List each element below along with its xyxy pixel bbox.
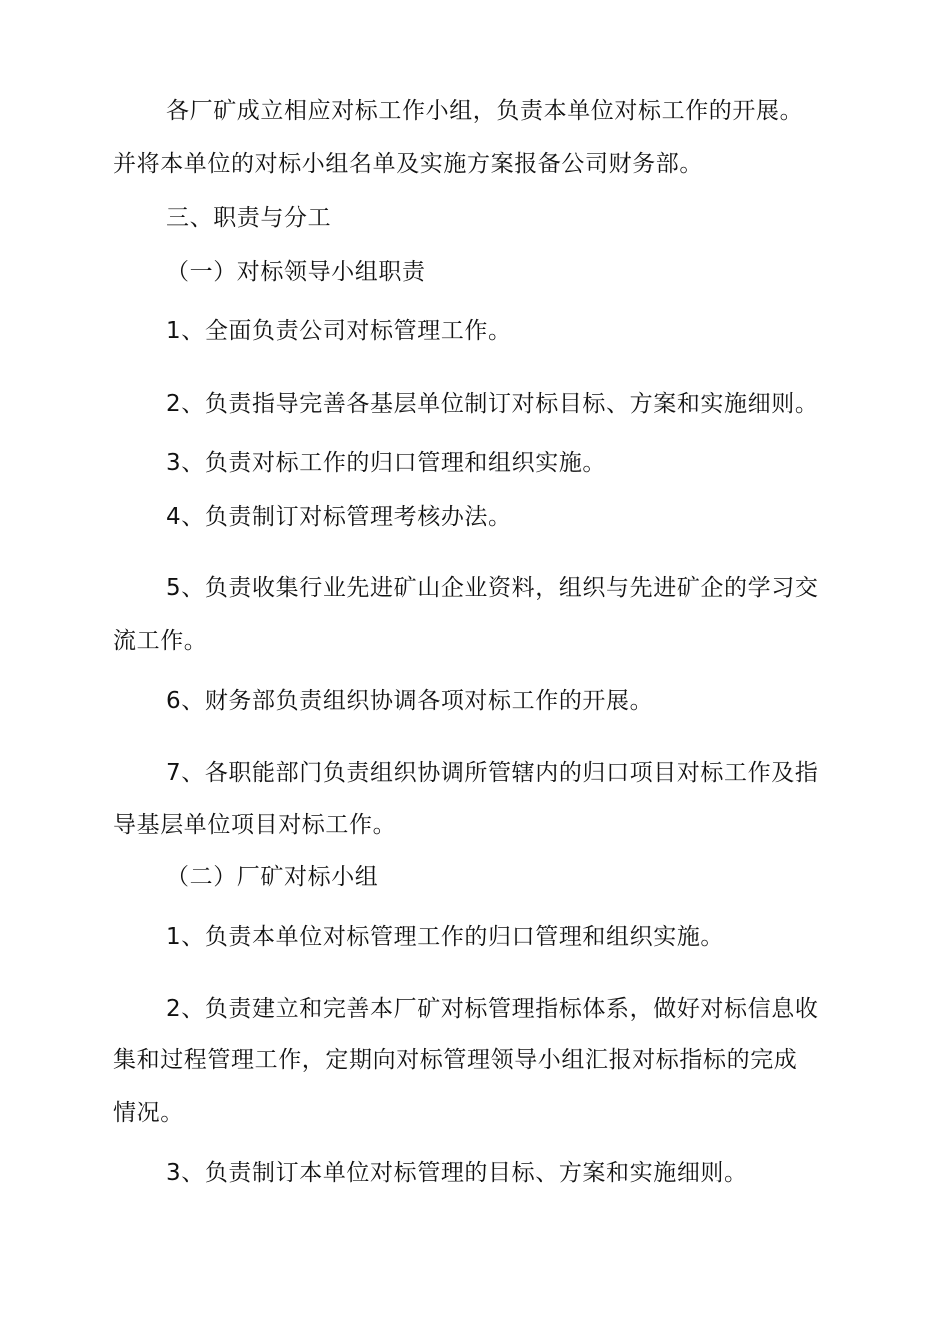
paragraph-line: 并将本单位的对标小组名单及实施方案报备公司财务部。 (113, 151, 703, 177)
list-item: 1、全面负责公司对标管理工作。 (166, 318, 512, 344)
list-item-continuation: 导基层单位项目对标工作。 (113, 812, 397, 838)
list-item: 1、负责本单位对标管理工作的归口管理和组织实施。 (166, 924, 725, 950)
list-item: 2、负责指导完善各基层单位制订对标目标、方案和实施细则。 (166, 391, 819, 417)
list-item: 6、财务部负责组织协调各项对标工作的开展。 (166, 688, 654, 714)
list-item: 3、负责制订本单位对标管理的目标、方案和实施细则。 (166, 1160, 748, 1186)
list-item-continuation: 流工作。 (113, 628, 208, 654)
list-item: 2、负责建立和完善本厂矿对标管理指标体系，做好对标信息收 (166, 996, 819, 1022)
list-item-continuation: 集和过程管理工作，定期向对标管理领导小组汇报对标指标的完成 (113, 1047, 798, 1073)
list-item-continuation: 情况。 (113, 1100, 184, 1126)
section-heading: 三、职责与分工 (166, 205, 332, 231)
subsection-heading: （一）对标领导小组职责 (166, 259, 426, 285)
subsection-heading: （二）厂矿对标小组 (166, 864, 379, 890)
list-item: 5、负责收集行业先进矿山企业资料，组织与先进矿企的学习交 (166, 575, 819, 601)
list-item: 4、负责制订对标管理考核办法。 (166, 504, 512, 530)
paragraph-line: 各厂矿成立相应对标工作小组，负责本单位对标工作的开展。 (166, 98, 804, 124)
list-item: 3、负责对标工作的归口管理和组织实施。 (166, 450, 607, 476)
list-item: 7、各职能部门负责组织协调所管辖内的归口项目对标工作及指 (166, 760, 819, 786)
